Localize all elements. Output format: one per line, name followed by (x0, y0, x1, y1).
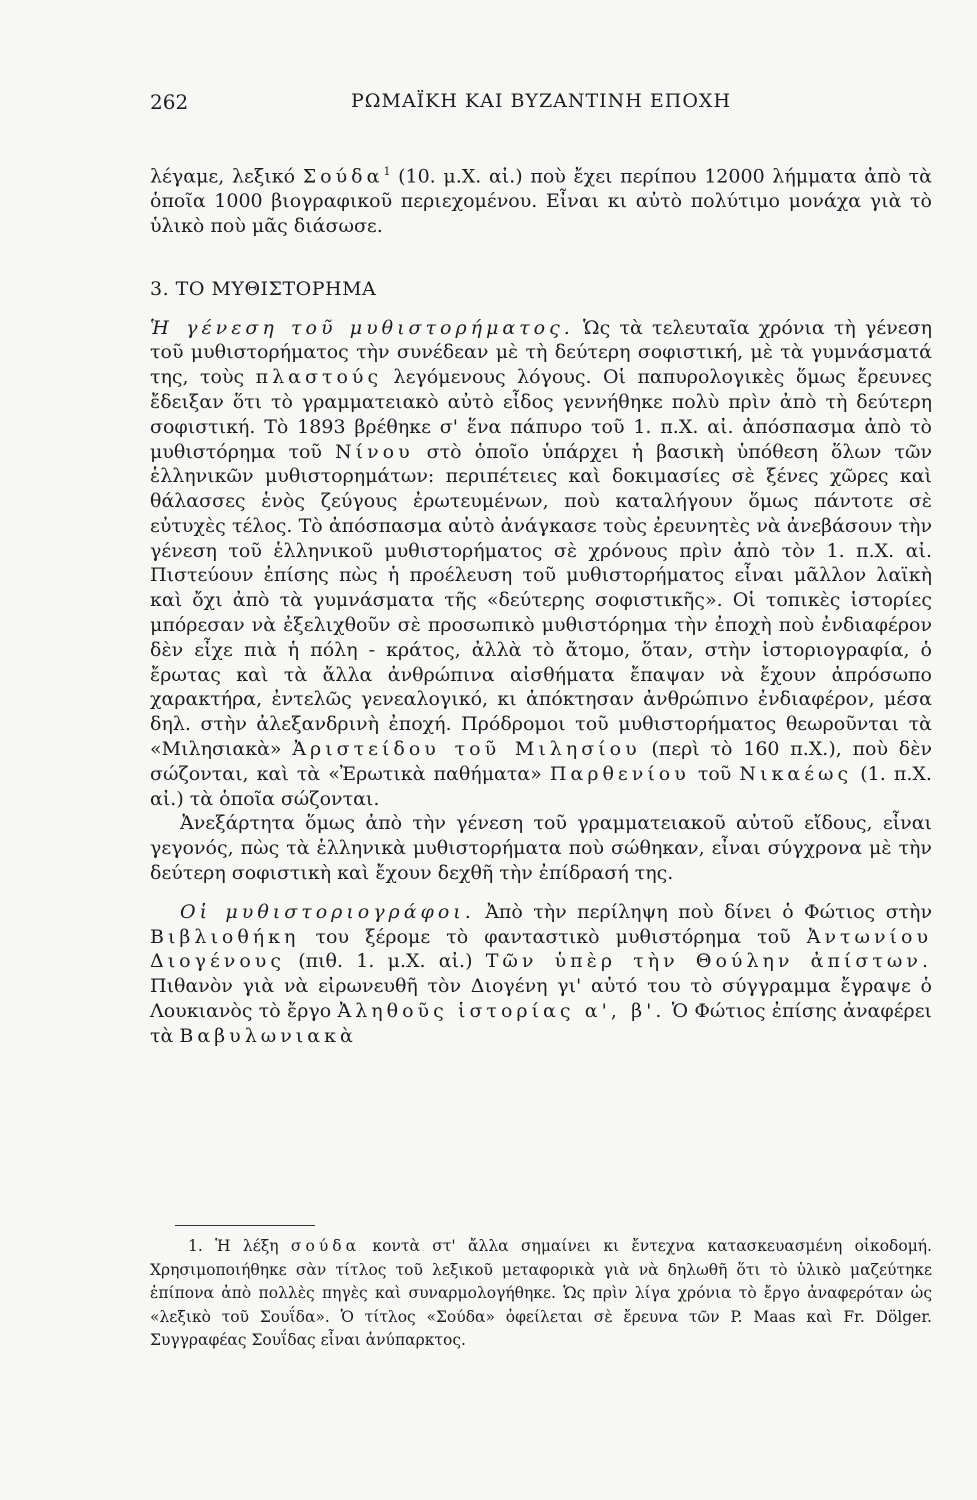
spaced-term: Νίνου (335, 440, 414, 463)
spaced-term: Ἀληθοῦς ἱστορίας α', β'. (337, 1000, 666, 1023)
paragraph-lead: Οἱ μυθιστοριογράφοι. (180, 900, 475, 923)
text-run: (πιθ. 1. μ.Χ. αἰ.) (285, 950, 486, 973)
body-text (150, 160, 932, 1049)
text-run: Ἀπὸ τὴν περίληψη ποὺ δίνει ὁ Φώτιος στὴν (474, 900, 932, 923)
text-run: του ξέρομε τὸ φανταστικὸ μυθιστόρημα τοῦ (299, 925, 807, 948)
spaced-term: Παρθενίου (549, 762, 690, 785)
footnote-1 (150, 1235, 932, 1353)
text-run: στὸ ὁποῖο ὑπάρχει ἡ βασικὴ ὑπόθεση ὅλων τῶν ἑλληνικῶν μυθιστορημάτων: περιπέτειες καὶ δοκιμασίες σὲ ξένες χῶρες καὶ θάλασσες ἑνὸς ζεύγους ἐρωτευμένων, ποὺ καταλήγουν ὅμως πάντοτε σὲ εὐτυχὲς τέλος. Τὸ ἀπόσπασμα αὐτὸ ἀνάγκασε τοὺς ἐρευνητὲς νὰ ἀνεβάσουν τὴν γένεση τοῦ ἑλληνικοῦ μυθιστορήματος σὲ χρόνους πρὶν ἀπὸ τὸν 1. π.Χ. αἰ. Πιστεύουν ἐπίσης πὼς ἡ προέλευση τοῦ μυθιστορήματος εἶναι μᾶλλον λαϊκὴ καὶ ὄχι ἀπὸ τὰ γυμνάσματα τῆς «δεύτερης σοφιστικῆς». Οἱ τοπικὲς ἱστορίες μπόρεσαν νὰ ἐξελιχθοῦν σὲ προσωπικὸ μυθιστόρημα τὴν ἐποχὴ ποὺ ἐνδιαφέρον δὲν εἶχε πιὰ ἡ πόλη - κράτος, ἀλλὰ τὸ ἄτομο, ὅταν, στὴν ἱστοριογραφία, ὁ ἔρωτας καὶ τὰ ἄλλα ἀνθρώπινα αἰσθήματα ἔπαψαν νὰ ἔχουν ἀπρόσωπο χαρακτήρα, ἐντελῶς γενεαλογικό, κι ἀπόκτησαν ἀνθρώπινο ἐνδιαφέρον, μέσα δηλ. στὴν ἀλεξανδρινὴ ἐποχή. Πρόδρομοι τοῦ μυθιστορήματος θεωροῦνται τὰ «Μιλησιακὰ» (150, 440, 932, 761)
paragraph-novelists (150, 900, 932, 1049)
spaced-term: Ἀριστείδου τοῦ Μιλησίου (292, 738, 641, 761)
paragraph-lead: Ἡ γένεση τοῦ μυθιστορήματος. (150, 316, 574, 339)
paragraph-gap (150, 886, 932, 900)
footnote-divider (175, 1225, 315, 1226)
spaced-term: Ἀντωνίου Διογένους (150, 925, 932, 973)
text-run: (περὶ τὸ 160 π.Χ.), ποὺ δὲν σώζονται, καὶ τὰ «Ἐρωτικὰ παθήματα» (150, 738, 932, 785)
spaced-term: σούδα (290, 1237, 361, 1255)
section-heading: 3. ΤΟ ΜΥΘΙΣΤΟΡΗΜΑ (150, 277, 377, 300)
text-run: λεγόμενους λόγους. Οἱ παπυρολογικὲς ὅμως ἔρευνες ἔδειξαν ὅτι τὸ γραμματειακὸ αὐτὸ εἶδος γεννήθηκε πολὺ πρὶν ἀπὸ τὴ δεύτερη σοφιστική. Τὸ 1893 βρέθηκε σ' ἕνα πάπυρο τοῦ 1. π.Χ. αἰ. ἀπόσπασμα ἀπὸ τὸ μυθιστόρημα τοῦ (150, 366, 933, 463)
page-number: 262 (150, 90, 189, 114)
paragraph-independent: Ἀνεξάρτητα ὅμως ἀπὸ τὴν γένεση τοῦ γραμματειακοῦ αὐτοῦ εἴδους, εἶναι γεγονός, πὼς τὰ ἑλληνικὰ μυθιστορήματα ποὺ σώθηκαν, εἶναι σύγχρονα μὲ τὴν δεύτερη σοφιστικὴ καὶ ἔχουν δεχθῆ τὴν ἐπίδρασή της. (150, 812, 932, 885)
spaced-term: Βαβυλωνιακὰ (179, 1024, 357, 1047)
text-run: (10. μ.Χ. αἰ.) ποὺ ἔχει περίπου 12000 λήμματα ἀπὸ τὰ ὁποῖα 1000 βιογραφικοῦ περιεχομένου. Εἶναι κι αὐτὸ πολύτιμο μονάχα γιὰ τὸ ὑλικὸ ποὺ μᾶς διάσωσε. (150, 165, 933, 237)
opening-paragraph (150, 160, 932, 239)
footnotes (150, 1235, 932, 1353)
text-run: 1. Ἡ λέξη (188, 1237, 291, 1255)
running-head (150, 90, 932, 122)
text-run: Ὁ Φώτιος ἐπίσης ἀναφέρει τὰ (150, 1000, 932, 1047)
text-run: (1. π.Χ. αἰ.) τὰ ὁποῖα σώζονται. (150, 762, 932, 810)
running-title: ΡΩΜΑΪΚΗ ΚΑΙ ΒΥΖΑΝΤΙΝΗ ΕΠΟΧΗ (350, 90, 732, 112)
spaced-term: Νικαέως (739, 762, 853, 785)
text-run: τοῦ (689, 762, 740, 785)
text-run: Ὡς τὰ τελευταῖα χρόνια τὴ γένεση τοῦ μυθιστορήματος τὴν συνέδεαν μὲ τὴ δεύτερη σοφιστική, μὲ τὰ γυμνάσματά της, τοὺς (150, 316, 932, 389)
text-run: κοντὰ στ' ἄλλα σημαίνει κι ἔντεχνα κατασκευασμένη οἰκοδομή. Χρησιμοποιήθηκε σὰν τίτλος τοῦ λεξικοῦ μεταφορικὰ γιὰ νὰ δηλωθῆ ὅτι τὸ ὑλικὸ μαζεύτηκε ἐπίπονα ἀπὸ πολλὲς πηγὲς καὶ συναρμολογήθηκε. Ὡς πρὶν λίγα χρόνια τὸ ἔργο ἀναφερόταν ὡς «λεξικὸ τοῦ Σουΐδα». Ὁ τίτλος «Σούδα» ὀφείλεται σὲ ἔρευνα τῶν P. Maas καὶ Fr. Dölger. Συγγραφέας Σουΐδας εἶναι ἀνύπαρκτος. (150, 1237, 932, 1349)
spaced-term: Τῶν ὑπὲρ τὴν Θούλην ἀπίστων. (485, 950, 932, 973)
text-run: Πιθανὸν γιὰ νὰ εἰρωνευθῆ τὸν Διογένη γι' αὐτό του τὸ σύγγραμμα ἔγραψε ὁ Λουκιανὸς τὸ ἔργο (150, 975, 932, 1023)
spaced-term: Βιβλιοθήκη (150, 925, 300, 948)
paragraph-origin (150, 316, 932, 812)
text-run: λέγαμε, λεξικό (150, 165, 303, 188)
spaced-term: Σούδα (302, 165, 384, 188)
footnote-ref: 1 (383, 165, 391, 178)
spaced-term: πλαστούς (255, 366, 383, 389)
